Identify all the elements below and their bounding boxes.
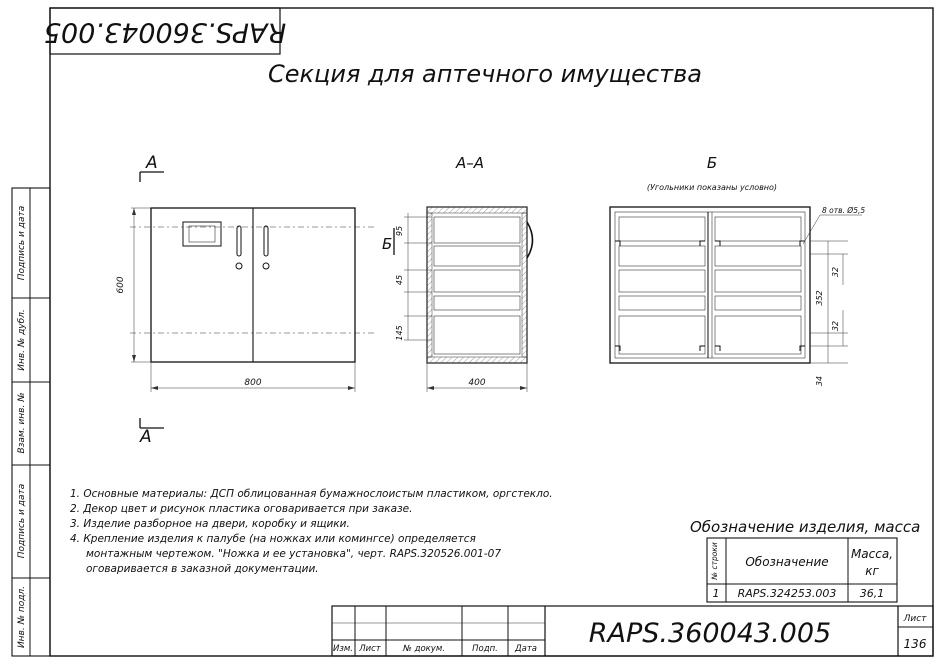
spec-header-designation: Обозначение [745,555,829,569]
tb-col-podp: Подп. [472,644,498,654]
title-block [332,606,933,656]
note-3: 3. Изделие разборное на двери, коробку и ящики. [70,518,350,530]
drawing-title: Секция для аптечного имущества [268,60,702,88]
section-dim-95: 95 [395,225,404,237]
detail-right-drawer-5 [715,316,801,354]
drawer-5 [434,316,520,354]
detail-view [610,154,865,386]
drawer-3 [434,270,520,292]
notes-block [70,488,553,575]
side-label-signature-date-1: Подпись и дата [17,205,27,281]
side-label-signature-date-2: Подпись и дата [17,483,27,559]
note-2: 2. Декор цвет и рисунок пластика оговаривается при заказе. [70,503,413,515]
tb-col-list: Лист [359,644,381,654]
section-outline [427,207,527,363]
section-mark-top: А [146,153,158,173]
drawer-1 [434,217,520,243]
right-handle [264,226,268,256]
rotated-stamp [44,8,286,54]
side-strip [12,188,50,656]
detail-left-drawer-2 [619,246,705,266]
section-dim-45: 45 [395,274,404,286]
front-height-dim: 600 [116,276,126,294]
detail-left-drawer-3 [619,270,705,292]
detail-dim-34: 34 [815,375,824,387]
detail-right-drawer-4 [715,296,801,310]
drawer-2 [434,246,520,266]
spec-header-mass: Масса, [850,547,894,561]
section-depth-dim: 400 [468,378,486,388]
door-handle-profile [527,222,533,258]
spec-header-mass-unit: кг [865,564,879,578]
front-width-dim: 800 [244,378,262,388]
stamp-code: RAPS.360043.005 [43,16,287,48]
detail-dim-352: 352 [815,290,824,306]
left-lock [236,263,242,269]
tb-col-izm: Изм. [333,644,353,654]
spec-table-caption: Обозначение изделия, масса [690,518,921,536]
detail-dim-32-top: 32 [831,266,840,278]
display-window [183,222,221,246]
detail-outline [610,207,810,363]
spec-row-1-designation: RAPS.324253.003 [737,587,837,600]
detail-left-drawer-1 [619,217,705,241]
tb-sheet-label: Лист [903,614,927,624]
detail-right-drawer-3 [715,270,801,292]
left-handle [237,226,241,256]
section-mark-bottom: А [140,427,152,447]
tb-sheet-number: 136 [903,637,927,651]
tb-document-code: RAPS.360043.005 [588,618,832,649]
spec-table [690,518,920,602]
section-label: А–А [455,154,485,172]
section-dim-145: 145 [395,325,404,341]
front-view [116,153,376,447]
detail-left-drawer-5 [619,316,705,354]
detail-subtitle: (Угольники показаны условно) [646,183,778,192]
section-b-mark: Б [382,235,393,253]
section-view [382,154,533,392]
detail-label: Б [706,154,718,172]
side-label-inv-dubl: Инв. № дубл. [17,309,27,371]
side-label-inv-podl: Инв. № подл. [17,585,27,649]
spec-row-1-mass: 36,1 [859,587,885,600]
detail-right-drawer-2 [715,246,801,266]
note-4-cont-1: монтажным чертежом. "Ножка и ее установка", черт. RAPS.320526.001-07 [86,548,502,560]
right-lock [263,263,269,269]
detail-left-drawer-4 [619,296,705,310]
spec-row-1-no: 1 [712,587,720,600]
drawer-4 [434,296,520,310]
detail-hole-note: 8 отв. Ø5,5 [822,206,866,215]
note-4: 4. Крепление изделия к палубе (на ножках или комингсе) определяется [70,533,476,545]
detail-right-drawer-1 [715,217,801,241]
side-label-vzam-inv: Взам. инв. № [17,392,27,454]
note-1: 1. Основные материалы: ДСП облицованная бумажнослоистым пластиком, оргстекло. [70,488,553,500]
note-4-cont-2: оговаривается в заказной документации. [86,563,319,575]
spec-header-row-no: № строки [710,542,719,580]
tb-col-dokum: № докум. [403,644,445,654]
detail-dim-32-bottom: 32 [831,320,840,332]
tb-col-data: Дата [514,644,538,654]
